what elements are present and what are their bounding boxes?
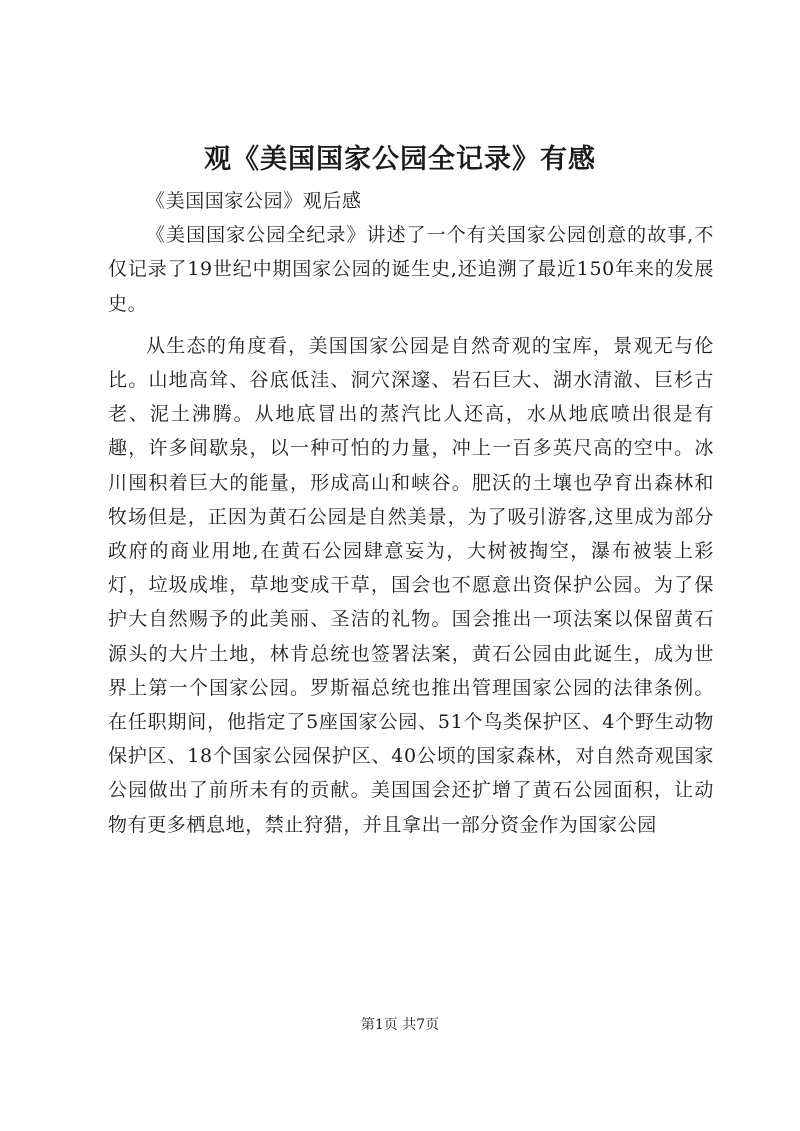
intro-paragraph: 《美国国家公园全纪录》讲述了一个有关国家公园创意的故事,不仅记录了19世纪中期国家公园的诞生史,还追溯了最近150年来的发展史。 bbox=[108, 224, 714, 315]
document-body bbox=[108, 184, 714, 842]
subtitle-paragraph: 《美国国家公园》观后感 bbox=[146, 190, 362, 212]
document-title: 观《美国国家公园全记录》有感 bbox=[204, 144, 596, 175]
page-number-footer: 第1页 共7页 bbox=[360, 1017, 440, 1033]
body-paragraph: 从生态的角度看，美国国家公园是自然奇观的宝库，景观无与伦比。山地高耸、谷底低洼、洞穴深邃、岩石巨大、湖水清澈、巨杉古老、泥土沸腾。从地底冒出的蒸汽比人还高，水从地底喷出很是有趣，许多间歇泉，以一种可怕的力量，冲上一百多英尺高的空中。冰川囤积着巨大的能量，形成高山和峡谷。肥沃的土壤也孕育出森林和牧场但是，正因为黄石公园是自然美景，为了吸引游客,这里成为部分政府的商业用地,在黄石公园肆意妄为，大树被掏空，瀑布被装上彩灯，垃圾成堆，草地变成干草，国会也不愿意出资保护公园。为了保护大自然赐予的此美丽、圣洁的礼物。国会推出一项法案以保留黄石源头的大片土地，林肯总统也签署法案，黄石公园由此诞生，成为世界上第一个国家公园。罗斯福总统也推出管理国家公园的法律条例。在任职期间，他指定了5座国家公园、51个鸟类保护区、4个野生动物保护区、18个国家公园保护区、40公顷的国家森林，对自然奇观国家公园做出了前所未有的贡献。美国国会还扩增了黄石公园面积，让动物有更多栖息地，禁止狩猎，并且拿出一部分资金作为国家公园 bbox=[108, 334, 714, 836]
